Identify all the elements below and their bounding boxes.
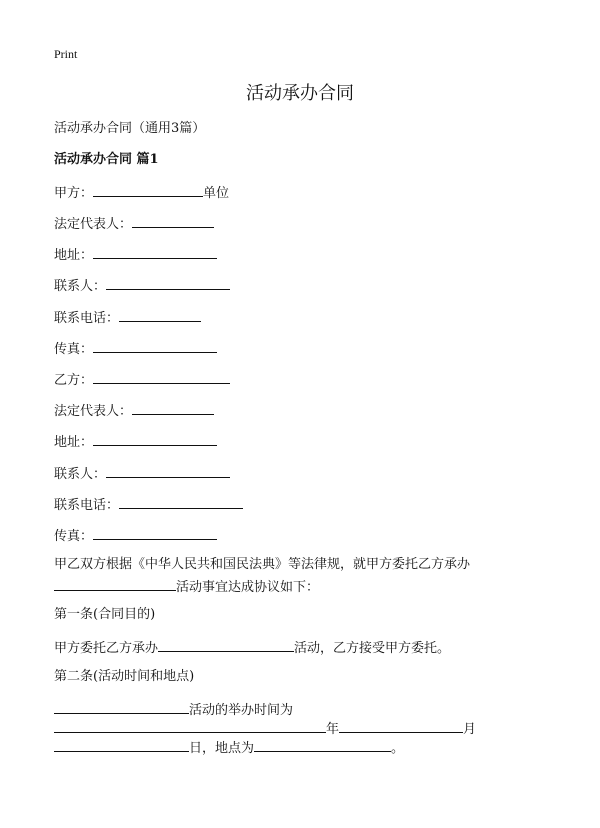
party-a-address-line bbox=[54, 244, 217, 265]
party-b-address-label: 地址： bbox=[54, 435, 94, 450]
article-2-place-blank bbox=[254, 737, 391, 752]
article-1-title: 第一条(合同目的) bbox=[54, 607, 156, 622]
party-a-suffix: 单位 bbox=[203, 186, 230, 201]
article-2-title: 第二条(活动时间和地点) bbox=[54, 669, 195, 684]
article-2-month: 月 bbox=[463, 722, 477, 737]
party-b-address-blank bbox=[93, 431, 217, 446]
party-a-fax-blank bbox=[93, 338, 217, 353]
article-2-day-blank bbox=[54, 737, 189, 752]
party-a-rep-line bbox=[54, 213, 214, 234]
article-2-line1-suffix: 活动的举办时间为 bbox=[189, 703, 294, 718]
article-1-suffix: 活动，乙方接受甲方委托。 bbox=[294, 641, 451, 656]
article-1-body bbox=[54, 637, 450, 658]
article-2-year: 年 bbox=[326, 722, 340, 737]
party-b-contact-label: 联系人： bbox=[54, 467, 107, 482]
party-b-fax-label: 传真： bbox=[54, 529, 94, 544]
party-a-contact-blank bbox=[106, 275, 230, 290]
article-1-prefix: 甲方委托乙方承办 bbox=[54, 641, 159, 656]
article-2-line-3 bbox=[54, 737, 404, 758]
party-a-phone-label: 联系电话： bbox=[54, 311, 120, 326]
party-b-contact-line bbox=[54, 463, 230, 484]
article-2-activity-blank bbox=[54, 699, 189, 714]
party-b-rep-line bbox=[54, 400, 214, 421]
party-a-line bbox=[54, 182, 229, 203]
party-b-fax-blank bbox=[93, 525, 217, 540]
party-b-phone-label: 联系电话： bbox=[54, 498, 120, 513]
article-2-month-blank bbox=[339, 718, 463, 733]
party-b-label: 乙方： bbox=[54, 373, 94, 388]
party-b-fax-line bbox=[54, 525, 217, 546]
party-b-rep-label: 法定代表人： bbox=[54, 404, 133, 419]
article-2-line-1 bbox=[54, 699, 293, 720]
party-a-rep-blank bbox=[132, 213, 214, 228]
party-b-blank bbox=[93, 369, 230, 384]
party-a-label: 甲方： bbox=[54, 186, 94, 201]
party-a-phone-blank bbox=[119, 307, 201, 322]
party-a-fax-line bbox=[54, 338, 217, 359]
intro-line-2-text: 活动事宜达成协议如下： bbox=[176, 580, 320, 595]
party-b-address-line bbox=[54, 431, 217, 452]
document-title: 活动承办合同 bbox=[246, 83, 354, 104]
article-2-line-2 bbox=[54, 718, 476, 739]
print-label[interactable]: Print bbox=[54, 47, 78, 61]
party-a-fax-label: 传真： bbox=[54, 342, 94, 357]
party-a-address-label: 地址： bbox=[54, 248, 94, 263]
party-b-line bbox=[54, 369, 230, 390]
article-2-end: 。 bbox=[391, 741, 405, 756]
article-1-blank bbox=[158, 637, 294, 652]
party-a-contact-label: 联系人： bbox=[54, 279, 107, 294]
party-a-phone-line bbox=[54, 307, 201, 328]
party-a-address-blank bbox=[93, 244, 217, 259]
intro-activity-blank bbox=[54, 576, 176, 591]
article-2-year-blank bbox=[54, 718, 326, 733]
party-b-phone-blank bbox=[119, 494, 243, 509]
party-b-contact-blank bbox=[106, 463, 230, 478]
intro-line-2 bbox=[54, 576, 319, 597]
intro-line-1: 甲乙双方根据《中华人民共和国民法典》等法律规，就甲方委托乙方承办 bbox=[54, 557, 471, 572]
section-heading: 活动承办合同 篇1 bbox=[54, 152, 159, 167]
party-b-rep-blank bbox=[132, 400, 214, 415]
document-subtitle: 活动承办合同（通用3篇） bbox=[54, 121, 206, 136]
party-a-rep-label: 法定代表人： bbox=[54, 217, 133, 232]
party-b-phone-line bbox=[54, 494, 243, 515]
article-2-day: 日，地点为 bbox=[189, 741, 255, 756]
party-a-contact-line bbox=[54, 275, 230, 296]
party-a-blank bbox=[93, 182, 203, 197]
